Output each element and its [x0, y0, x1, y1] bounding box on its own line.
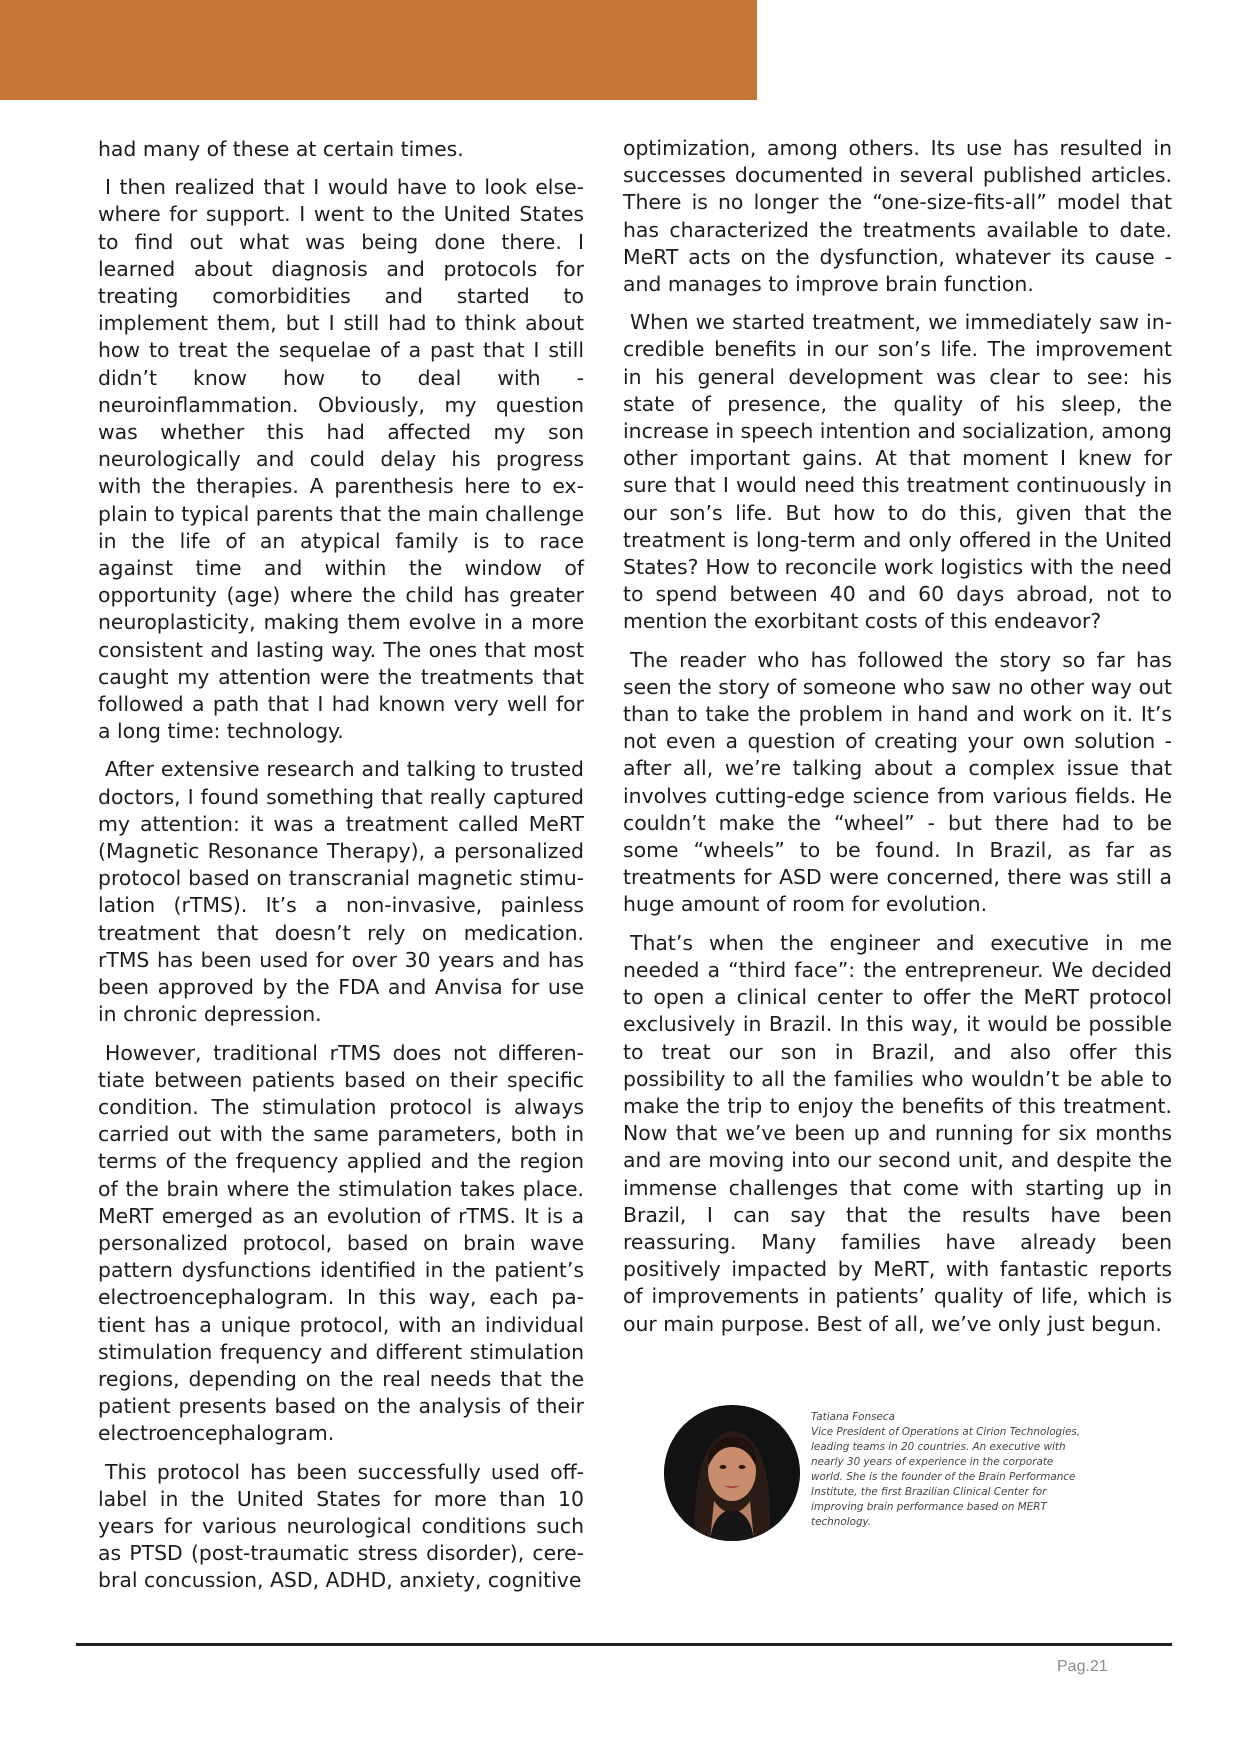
paragraph: That’s when the engineer and executive in me needed a “third face”: the entrepreneur. We decided to open a clinical center to offer the MeRT protocol exclusively in Brazil. In this way, it would be possible to treat our son in Brazil, and also offer this possibility to all the families who wouldn’t be able to make the trip to enjoy the benefits of this treatment. Now that we’ve been up and running for six months and are moving into our second unit, and despite the immense challenges that come with starting up in Brazil, I can say that the results have been reassuring. Many families have already been positively impacted by MeRT, with fantastic reports of improvements in patients’ quality of life, which is our main purpose. Best of all, we’ve only just begun. — [623, 930, 1172, 1336]
article-column-left — [98, 136, 584, 1606]
paragraph: However, traditional rTMS does not differentiate between patients based on their specific condition. The stimulation protocol is always carried out with the same parameters, both in terms of the frequency applied and the region of the brain where the stimulation takes place. MeRT emerged as an evolution of rTMS. It is a personalized protocol, based on brain wave pattern dysfunctions identified in the patient’s electroencephalogram. In this way, each patient has a unique protocol, with an individual stimulation frequency and different stimulation regions, depending on the real needs that the patient presents based on the analysis of their electroencephalogram. — [98, 1040, 584, 1446]
author-portrait-icon — [664, 1405, 800, 1541]
paragraph: had many of these at certain times. — [98, 137, 464, 161]
author-name: Tatiana Fonseca — [811, 1411, 896, 1423]
footer-divider — [76, 1643, 1172, 1646]
paragraph: I then realized that I would have to look elsewhere for support. I went to the United States to find out what was being done there. I learned about diagnosis and protocols for treating comorbidities and started to implement them, but I still had to think about how to treat the sequelae of a past that I still didn’t know how to deal with - neuroinflammation. Obviously, my question was whether this had affected my son neurologically and could delay his progress with the therapies. A parenthesis here to explain to typical parents that the main challenge in the life of an atypical family is to race against time and within the window of opportunity (age) where the child has greater neuroplasticity, making them evolve in a more consistent and lasting way. The ones that most caught my attention were the treatments that followed a path that I had known very well for a long time: technology. — [98, 175, 584, 744]
article-column-right — [623, 135, 1172, 1349]
author-bio — [811, 1410, 1083, 1530]
paragraph: This protocol has been successfully used off-label in the United States for more than 10 years for various neurological conditions such as PTSD (post-traumatic stress disorder), cerebral concussion, ASD, ADHD, anxiety, cognitive — [98, 1459, 584, 1593]
paragraph: When we started treatment, we immediately saw incredible benefits in our son’s life. The improvement in his general development was clear to see: his state of presence, the quality of his sleep, the increase in speech intention and socialization, among other important gains. At that moment I knew for sure that I would need this treatment continuously in our son’s life. But how to do this, given that the treatment is long-term and only offered in the United States? How to reconcile work logistics with the need to spend between 40 and 60 days abroad, not to mention the exorbitant costs of this endeavor? — [623, 310, 1172, 634]
header-accent-band — [0, 0, 757, 100]
paragraph: The reader who has followed the story so far has seen the story of someone who saw no other way out than to take the problem in hand and work on it. It’s not even a question of creating your own solution - after all, we’re talking about a complex issue that involves cutting-edge science from various fields. He couldn’t make the “wheel” - but there had to be some “wheels” to be found. In Brazil, as far as treatments for ASD were concerned, there was still a huge amount of room for evolution. — [623, 647, 1172, 917]
paragraph: After extensive research and talking to trusted doctors, I found something that really captured my attention: it was a treatment called MeRT (Magnetic Resonance Therapy), a personalized protocol based on transcranial magnetic stimulation (rTMS). It’s a non-invasive, painless treatment that doesn’t rely on medication. rTMS has been used for over 30 years and has been approved by the FDA and Anvisa for use in chronic depression. — [98, 757, 584, 1027]
page-number: Pag.21 — [1057, 1658, 1108, 1675]
author-photo — [664, 1405, 800, 1541]
paragraph: optimization, among others. Its use has resulted in successes documented in several published articles. There is no longer the “one-size-fits-all” model that has characterized the treatments available to date. MeRT acts on the dysfunction, whatever its cause - and manages to improve brain function. — [623, 136, 1172, 297]
author-description: Vice President of Operations at Cirion Technologies, leading teams in 20 countries. An executive with nearly 30 years of experience in the corporate world. She is the founder of the Brain Performance Institute, the first Brazilian Clinical Center for improving brain performance based on MERT technology. — [811, 1426, 1081, 1528]
